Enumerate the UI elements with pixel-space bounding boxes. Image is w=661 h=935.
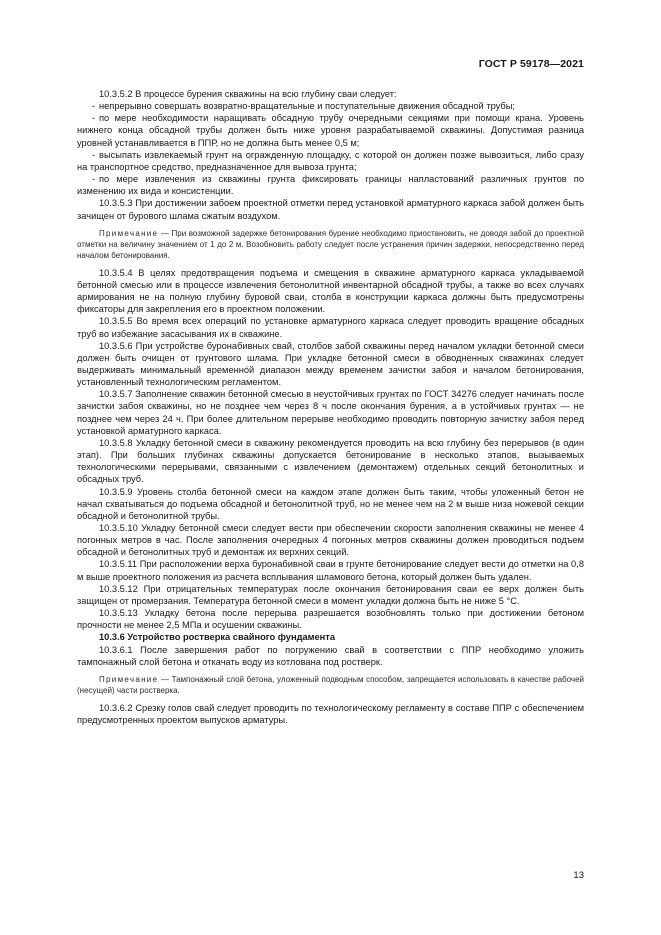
list-item [77,149,584,173]
note-label: Примечание [99,674,159,684]
dash-marker: - [91,174,95,185]
paragraph-10-3-5-8: 10.3.5.8 Укладку бетонной смеси в скважину рекомендуется проводить на всю глубину без перерывов (в один этап). При больших глубинах скважины допускается бетонирование в несколько этапов, вызываемых технологическими перерывами, связанными с извлечением (демонтажем) отдельных секций бетонолитных и обсадных труб. [77,437,584,485]
paragraph-10-3-5-10: 10.3.5.10 Укладку бетонной смеси следует вести при обеспечении скорости заполнения скважины не менее 4 погонных метров в час. После заполнения очередных 4 погонных метров скважины должен проводиться подъем обсадной и бетонолитных труб и демонтаж их верхних секций. [77,523,584,558]
paragraph-10-3-5-2-intro: 10.3.5.2 В процессе бурения скважины на всю глубину сваи следует: [99,89,397,99]
paragraph-10-3-5-3: 10.3.5.3 При достижении забоем проектной отметки перед установкой арматурного каркаса забой должен быть зачищен от бурового шлама сжатым воздухом. [77,198,584,221]
paragraph-10-3-5-9: 10.3.5.9 Уровень столба бетонной смеси на каждом этапе должен быть таким, чтобы уложенный бетон не начал схватываться до подъема обсадной и бетонолитной труб, но не менее чем на 2 м выше низа ножевой секции обсадной и бетонолитной трубы. [77,486,584,521]
paragraph-10-3-5-13: 10.3.5.13 Укладку бетона после перерыва разрешается возобновлять только при достижении бетоном прочности не менее 2,5 МПа и осушении скважины. [77,608,584,631]
list-item-text: по мере необходимости наращивать обсадную трубу очередными секциями при помощи крана. Уровень нижнего конца обсадной трубы должен быть ниже уровня разрабатываемой скважины. Допустимая разница уровней устанавливается в ППР, но не должна быть менее 0,5 м; [77,113,584,148]
list-item [77,100,584,112]
list-item [77,173,584,197]
page-body [77,88,584,726]
list-item-text: высыпать извлекаемый грунт на огражденную площадку, с которой он должен позже вывозиться, либо сразу на транспортное средство, предназначенное для вывоза грунта; [77,149,584,172]
note-1 [77,228,584,261]
paragraph-10-3-5-7: 10.3.5.7 Заполнение скважин бетонной смесью в неустойчивых грунтах по ГОСТ 34276 следует начинать после зачистки забоя скважины, но не позднее чем через 8 ч после окончания бурения, а в устойчивых грунтах — не позднее чем через 24 ч. При более длительном перерыве необходимо проводить повторную зачистку забоя перед установкой арматурного каркаса. [77,389,584,436]
dash-marker: - [91,113,95,124]
list-item-text: непрерывно совершать возвратно-вращательные и поступательные движения обсадной трубы; [99,101,515,112]
paragraph-10-3-5-4: 10.3.5.4 В целях предотвращения подъема и смещения в скважине арматурного каркаса укладываемой бетонной смесью или в процессе извлечения бетонолитной инвентарной обсадной трубы, а также во всех случаях армирования не на полную глубину буровой сваи, столба в конструкции каркаса должны быть предусмотрены фиксаторы для закрепления его в проектном положении. [77,267,584,315]
list-item [77,112,584,148]
section-heading-10-3-6: 10.3.6 Устройство ростверка свайного фундамента [99,632,336,643]
note-text: — При возможной задержке бетонирования бурение необходимо приостановить, не доводя забой до проектной отметки на величину значением от 1 до 2 м. Возобновить работу следует после устранения причин задержки, непосредственно перед началом бетонирования. [77,228,584,260]
paragraph-10-3-6-2: 10.3.6.2 Срезку голов свай следует проводить по технологическому регламенту в составе ППР с обеспечением предусмотренных проектом выпусков арматуры. [77,702,584,726]
dash-marker: - [91,101,95,112]
list-item-text: по мере извлечения из скважины грунта фиксировать границы напластований различных грунтов по изменению их вида и консистенции. [77,174,584,197]
paragraph-10-3-5-11: 10.3.5.11 При расположении верха буронабивной сваи в грунте бетонирование следует вести до отметки на 0,8 м выше проектного положения из расчета всплывания шламового бетона, который должен быть удален. [77,559,584,582]
paragraph-10-3-6-1: 10.3.6.1 После завершения работ по погружению свай в соответствии с ППР необходимо уложить тампонажный слой бетона и откачать воду из котлована под ростверк. [77,644,584,667]
note-label: Примечание [99,228,159,238]
dash-marker: - [91,149,95,160]
paragraph-10-3-5-5: 10.3.5.5 Во время всех операций по установке арматурного каркаса следует проводить вращение обсадных труб во избежание засасывания их в скважине. [77,316,584,339]
paragraph-10-3-5-6: 10.3.5.6 При устройстве буронабивных свай, столбов забой скважины перед началом укладки бетонной смеси должен быть очищен от грунтового шлама. При укладке бетонной смеси в обводненных скважинах следует выдерживать минимальный временнóй диапазон между временем зачистки забоя и началом бетонирования, установленный технологическим регламентом. [77,340,584,388]
paragraph-10-3-5-12: 10.3.5.12 При отрицательных температурах после окончания бетонирования сваи ее верх должен быть защищен от промерзания. Температура бетонной смеси в момент укладки должна быть не ниже 5 °С. [77,583,584,606]
note-2 [77,674,584,696]
standard-designation: ГОСТ Р 59178—2021 [478,58,584,70]
page-number: 13 [573,870,584,881]
note-text: — Тампонажный слой бетона, уложенный подводным способом, запрещается использовать в качестве рабочей (несущей) части ростверка. [77,674,584,695]
